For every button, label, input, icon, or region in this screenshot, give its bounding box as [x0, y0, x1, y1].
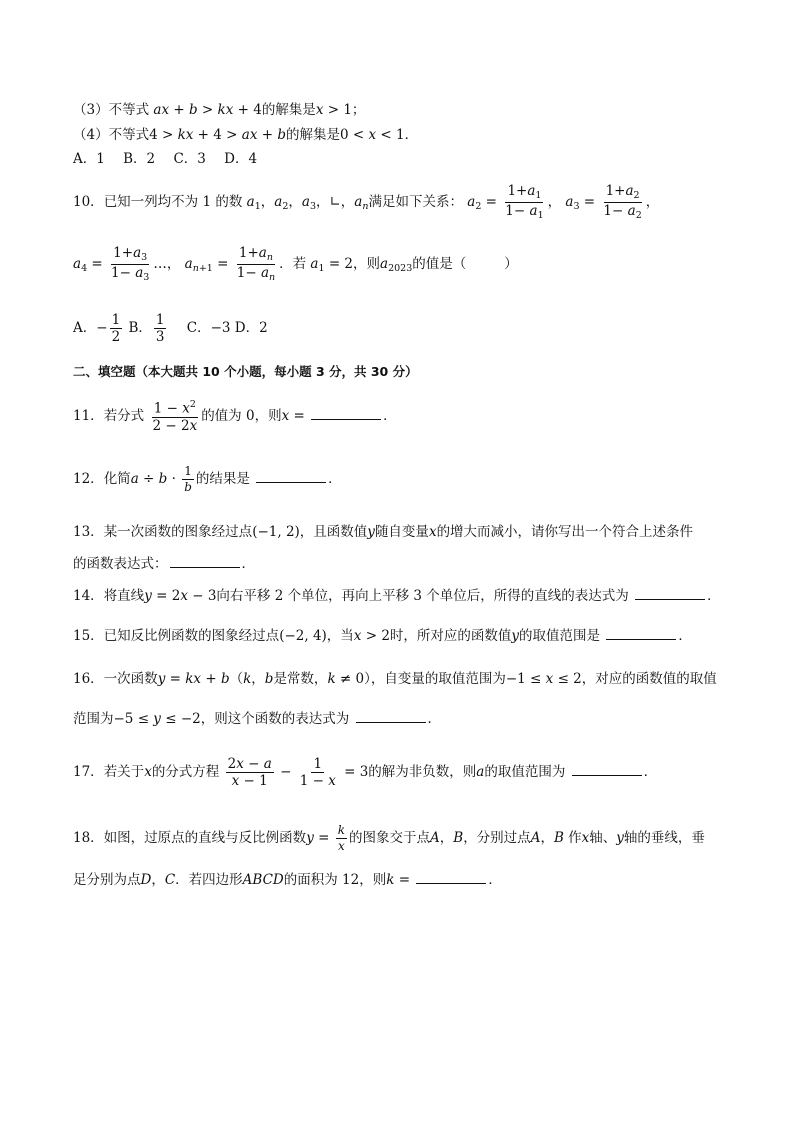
- q10-line-2: $a_4$ = $\frac{1+a_3}{1- a_3}$ …， $a_{n+1}$ = $\frac{1+a_n}{1- a_n}$ ．若 $a_1 = 2$，则$a_{2023}$的值是（ ）: [73, 245, 518, 283]
- q18-line-1: 18．如图，过原点的直线与反比例函数y = $\frac{k}{x}$ 的图象交于点A，B，分别过点A，B 作x轴、y轴的垂线，垂: [73, 823, 705, 853]
- q10-option-b: B． $\frac{1}{3}$: [128, 311, 165, 345]
- q9-option-a: A．1: [73, 151, 105, 167]
- q10-option-c: C．−3: [186, 320, 231, 336]
- q17: 17．若关于x的分式方程 $\frac{2x - a}{x - 1}$ − $\frac{1}{1 - x}$ = 3的解为非负数，则a的取值范围为 ．: [73, 755, 658, 789]
- q9-option-b: B．2: [123, 151, 156, 167]
- q9-statement-3: （3）不等式 ax + b > kx + 4的解集是x > 1；: [73, 102, 366, 118]
- q13-line-2: 的函数表达式： ．: [73, 556, 255, 572]
- q13-answer-blank[interactable]: [170, 554, 240, 568]
- q16-line-1: 16．一次函数y = kx + b（k，b是常数，k ≠ 0），自变量的取值范围为−1 ≤ x ≤ 2，对应的函数值的取值: [73, 671, 717, 687]
- q15-answer-blank[interactable]: [606, 626, 676, 640]
- q11: 11．若分式 $\frac{1 - x^2}{2 - 2x}$ 的值为 0，则x = ．: [73, 399, 397, 434]
- q18-line-2: 足分别为点D，C．若四边形ABCD的面积为 12，则k = ．: [73, 872, 502, 888]
- q13-line-1: 13．某一次函数的图象经过点(−1, 2)，且函数值y随自变量x的增大而减小，请你写出一个符合上述条件: [73, 524, 694, 540]
- q11-answer-blank[interactable]: [311, 406, 381, 420]
- q15: 15．已知反比例函数的图象经过点(−2, 4)，当x > 2时，所对应的函数值y的取值范围是 ．: [73, 628, 692, 644]
- q17-answer-blank[interactable]: [572, 762, 642, 776]
- q10-option-d: D．2: [234, 320, 268, 336]
- q9-option-d: D．4: [224, 151, 258, 167]
- q10-line-1: 10．已知一列均不为 1 的数 $a_1$，$a_2$，$a_3$，∟，$a_n$满足如下关系： $a_2$ = $\frac{1+a_1}{1- a_1}$ ， $a_3$ = $\frac{1+a_2}{1- a_2}$ ，: [73, 183, 660, 221]
- q9-option-c: C．3: [173, 151, 206, 167]
- q9-statement-4: （4）不等式4 > kx + 4 > ax + b的解集是0 < x < 1．: [73, 127, 419, 143]
- q10-options: [73, 306, 268, 350]
- q9-options: [73, 149, 257, 169]
- q12: 12．化简a ÷ b · $\frac{1}{b}$ 的结果是 ．: [73, 464, 342, 494]
- section-2-heading: 二、填空题（本大题共 10 个小题，每小题 3 分，共 30 分）: [73, 364, 418, 379]
- q18-answer-blank[interactable]: [416, 870, 486, 884]
- q14: 14．将直线y = 2x − 3向右平移 2 个单位，再向上平移 3 个单位后，所得的直线的表达式为 ．: [73, 588, 721, 604]
- q14-answer-blank[interactable]: [635, 586, 705, 600]
- q16-answer-blank[interactable]: [356, 709, 426, 723]
- q12-answer-blank[interactable]: [256, 469, 326, 483]
- q10-option-a: A．− $\frac{1}{2}$: [73, 311, 121, 345]
- q16-line-2: 范围为−5 ≤ y ≤ −2，则这个函数的表达式为 ．: [73, 711, 442, 727]
